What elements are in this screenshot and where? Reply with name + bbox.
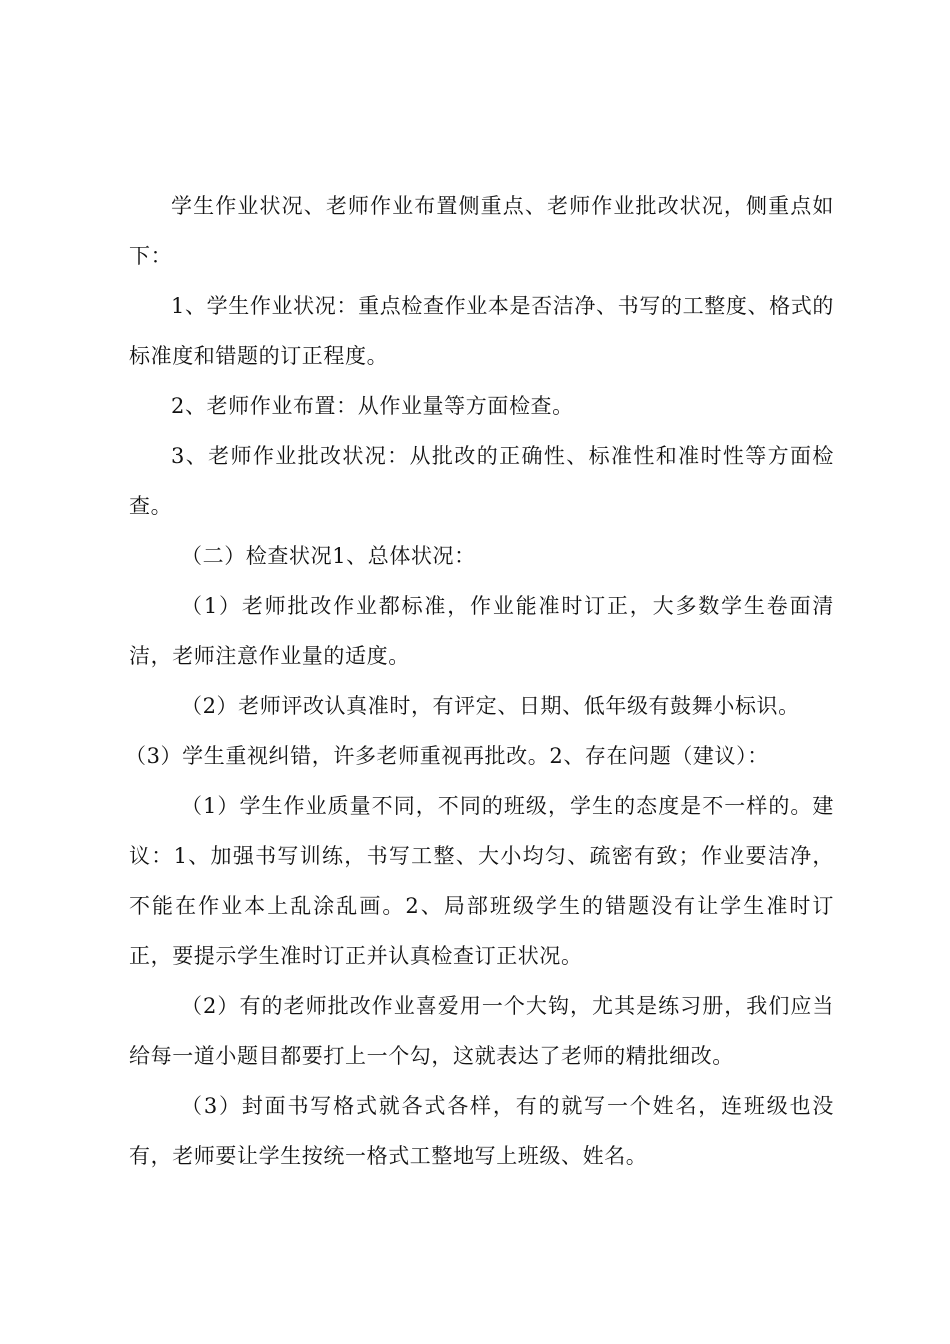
paragraph-overall-1: （1）老师批改作业都标准，作业能准时订正，大多数学生卷面清洁，老师注意作业量的适度。 xyxy=(129,594,834,668)
paragraph-overall-2: （2）老师评改认真准时，有评定、日期、低年级有鼓舞小标识。 xyxy=(181,694,800,718)
paragraph-problem-3: （3）封面书写格式就各式各样，有的就写一个姓名，连班级也没有，老师要让学生按统一格式工整地写上班级、姓名。 xyxy=(129,1094,834,1168)
paragraph-intro: 学生作业状况、老师作业布置侧重点、老师作业批改状况，侧重点如下： xyxy=(129,194,834,268)
paragraph-item-2: 2、老师作业布置：从作业量等方面检查。 xyxy=(171,394,574,418)
paragraph-problem-2: （2）有的老师批改作业喜爱用一个大钩，尤其是练习册，我们应当给每一道小题目都要打上一个勾，这就表达了老师的精批细改。 xyxy=(129,994,834,1068)
document-body xyxy=(125,181,834,1181)
paragraph-overall-3: （3）学生重视纠错，许多老师重视再批改。2、存在问题（建议）： xyxy=(125,744,769,768)
paragraph-problem-1: （1）学生作业质量不同，不同的班级，学生的态度是不一样的。建议：1、加强书写训练，书写工整、大小均匀、疏密有致；作业要洁净，不能在作业本上乱涂乱画。2、局部班级学生的错题没有让学生准时订正，要提示学生准时订正并认真检查订正状况。 xyxy=(129,794,834,968)
paragraph-section-2: （二）检查状况1、总体状况： xyxy=(181,544,476,568)
paragraph-item-3: 3、老师作业批改状况：从批改的正确性、标准性和准时性等方面检查。 xyxy=(129,444,834,518)
paragraph-item-1: 1、学生作业状况：重点检查作业本是否洁净、书写的工整度、格式的标准度和错题的订正程度。 xyxy=(129,294,834,368)
